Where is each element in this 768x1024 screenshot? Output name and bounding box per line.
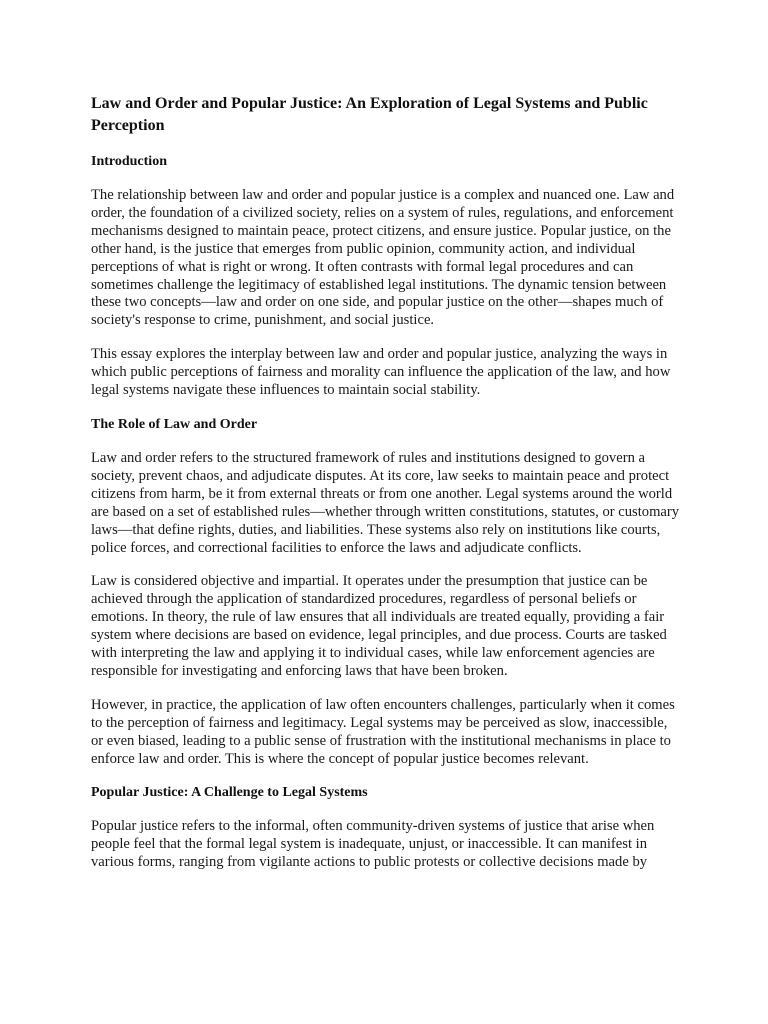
paragraph: Law and order refers to the structured framework of rules and institutions designed to govern a society, prevent chaos, and adjudicate disputes. At its core, law seeks to maintain peace and protect citizens from harm, be it from external threats or from one another. Legal systems around the world are based on a set of established rules—whether through written constitutions, statutes, or customary laws—that define rights, duties, and liabilities. These systems also rely on institutions like courts, police forces, and correctional facilities to enforce the laws and adjudicate conflicts. <box>91 449 680 556</box>
paragraph: This essay explores the interplay between law and order and popular justice, analyzing the ways in which public perceptions of fairness and morality can influence the application of the law, and how legal systems navigate these influences to maintain social stability. <box>91 346 671 399</box>
document-page <box>91 93 681 872</box>
paragraph: Law is considered objective and impartial. It operates under the presumption that justice can be achieved through the application of standardized procedures, regardless of personal beliefs or emotions. In theory, the rule of law ensures that all individuals are treated equally, providing a fair system where decisions are based on evidence, legal principles, and due process. Courts are tasked with interpreting the law and applying it to individual cases, while law enforcement agencies are responsible for investigating and enforcing laws that have been broken. <box>91 573 667 679</box>
document-title: Law and Order and Popular Justice: An Exploration of Legal Systems and Public Perception <box>91 95 648 134</box>
section-heading-role-of-law: The Role of Law and Order <box>91 416 258 432</box>
paragraph: However, in practice, the application of law often encounters challenges, particularly when it comes to the perception of fairness and legitimacy. Legal systems may be perceived as slow, inaccessible, or even biased, leading to a public sense of frustration with the institutional mechanisms in place to enforce law and order. This is where the concept of popular justice becomes relevant. <box>91 696 675 767</box>
paragraph: The relationship between law and order and popular justice is a complex and nuanced one. Law and order, the foundation of a civilized society, relies on a system of rules, regulations, and enforcement mechanisms designed to maintain peace, protect citizens, and ensure justice. Popular justice, on the other hand, is the justice that emerges from public opinion, community action, and individual perceptions of what is right or wrong. It often contrasts with formal legal procedures and can sometimes challenge the legitimacy of established legal institutions. The dynamic tension between these two concepts—law and order on one side, and popular justice on the other—shapes much of society's response to crime, punishment, and social justice. <box>91 187 675 329</box>
section-heading-popular-justice: Popular Justice: A Challenge to Legal Systems <box>91 785 368 801</box>
section-heading-introduction: Introduction <box>91 154 167 169</box>
paragraph: Popular justice refers to the informal, often community-driven systems of justice that arise when people feel that the formal legal system is inadequate, unjust, or inaccessible. It can manifest in various forms, ranging from vigilante actions to public protests or collective decisions made by <box>91 818 655 871</box>
